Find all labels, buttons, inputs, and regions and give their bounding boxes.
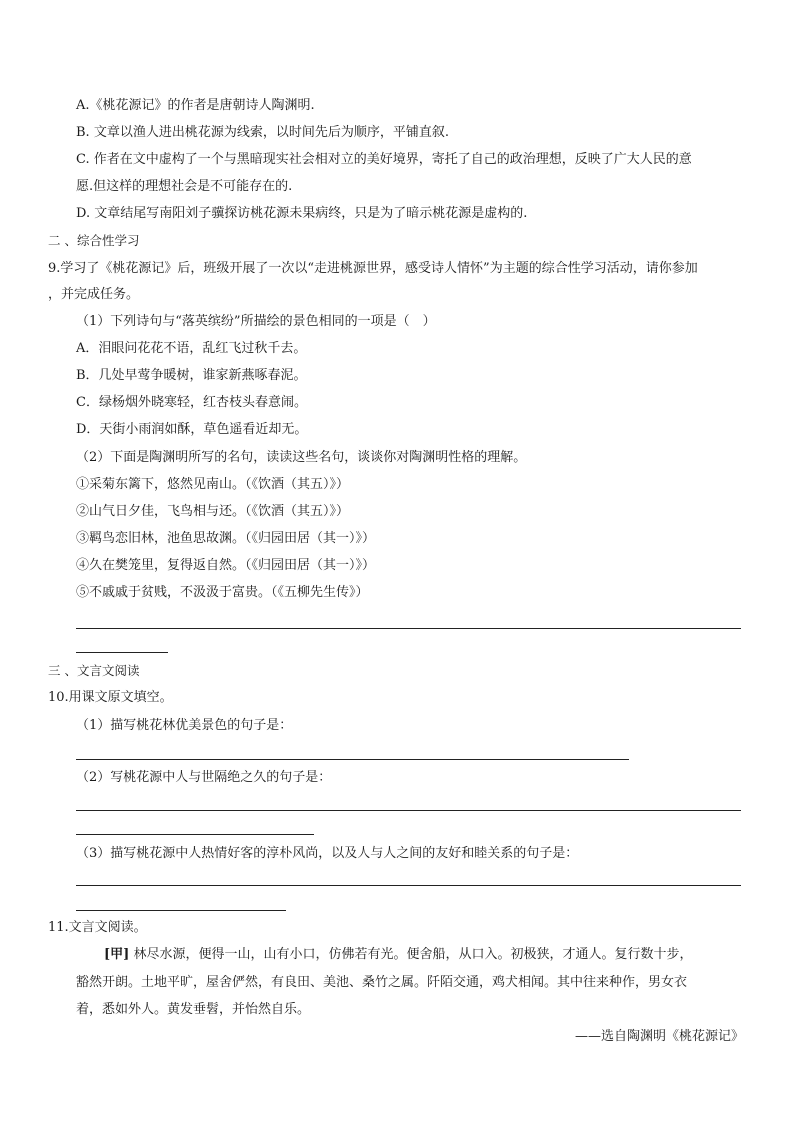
q8-option-c: C. 作者在文中虚构了一个与黑暗现实社会相对立的美好境界，寄托了自己的政治理想，反映了广大人民的意 [76,152,692,167]
q10-stem: 10.用课文原文填空。 [48,690,173,705]
q9-quote-2: ②山气日夕佳，飞鸟相与还。（《饮酒（其五）》） [76,504,350,519]
passage-label: [甲] [104,947,130,962]
q9-stem-cont: ，并完成任务。 [48,287,140,302]
q9-quote-3: ③羁鸟恋旧林，池鱼思故渊。（《归园田居（其一）》） [76,531,376,546]
q11-source: ——选自陶渊明《桃花源记》 [574,1029,744,1044]
q9-answer-line [76,628,741,629]
q9-sub1: （1）下列诗句与“落英缤纷”所描绘的景色相同的一项是（ ） [76,314,436,329]
q8-option-c-cont: 愿.但这样的理想社会是不可能存在的. [76,179,293,194]
q10-sub1: （1）描写桃花林优美景色的句子是： [76,718,293,733]
q10-sub2-answer-line [76,810,741,811]
q9-sub2: （2）下面是陶渊明所写的名句，读读这些名句，谈谈你对陶渊明性格的理解。 [76,450,527,465]
q10-sub3-answer-line [76,885,741,886]
q11-stem: 11.文言文阅读。 [48,920,147,935]
q9-option-c: C．绿杨烟外晓寒轻，红杏枝头春意闹。 [76,395,307,410]
q9-quote-5: ⑤不戚戚于贫贱，不汲汲于富贵。（《五柳先生传》） [76,585,369,600]
q10-sub2-answer-line-short [76,834,314,835]
q9-option-a: A．泪眼问花花不语，乱红飞过秋千去。 [76,341,307,356]
q8-option-b: B. 文章以渔人进出桃花源为线索，以时间先后为顺序，平铺直叙. [76,125,449,140]
q8-option-d: D. 文章结尾写南阳刘子骥探访桃花源未果病终，只是为了暗示桃花源是虚构的. [76,206,528,221]
q11-passage-line1 [104,945,692,965]
q10-sub3-answer-line-short [76,910,286,911]
passage-text: 林尽水源，便得一山，山有小口，仿佛若有光。便舍船，从口入。初极狭，才通人。复行数十步， [129,947,693,962]
q9-stem: 9.学习了《桃花源记》后，班级开展了一次以“走进桃源世界，感受诗人情怀”为主题的综合性学习活动，请你参加 [48,261,698,276]
q9-option-b: B．几处早莺争暖树，谁家新燕啄春泥。 [76,368,307,383]
q10-sub2: （2）写桃花源中人与世隔绝之久的句子是： [76,770,332,785]
q10-sub1-answer-line [76,759,629,760]
q9-quote-4: ④久在樊笼里，复得返自然。（《归园田居（其一）》） [76,558,376,573]
section3-title: 三 、文言文阅读 [48,663,140,678]
q11-passage-line2: 豁然开朗。土地平旷，屋舍俨然，有良田、美池、桑竹之属。阡陌交通，鸡犬相闻。其中往来种作，男女衣 [76,975,688,990]
q8-option-a: A.《桃花源记》的作者是唐朝诗人陶渊明. [76,98,315,113]
section2-title: 二 、综合性学习 [48,233,140,248]
q9-quote-1: ①采菊东篱下，悠然见南山。（《饮酒（其五）》） [76,477,350,492]
q10-sub3: （3）描写桃花源中人热情好客的淳朴风尚，以及人与人之间的友好和睦关系的句子是： [76,846,579,861]
q9-answer-line-short [76,652,168,653]
q11-passage-line3: 着，悉如外人。黄发垂髫，并怡然自乐。 [76,1002,311,1017]
q9-option-d: D．天街小雨润如酥，草色遥看近却无。 [76,422,308,437]
